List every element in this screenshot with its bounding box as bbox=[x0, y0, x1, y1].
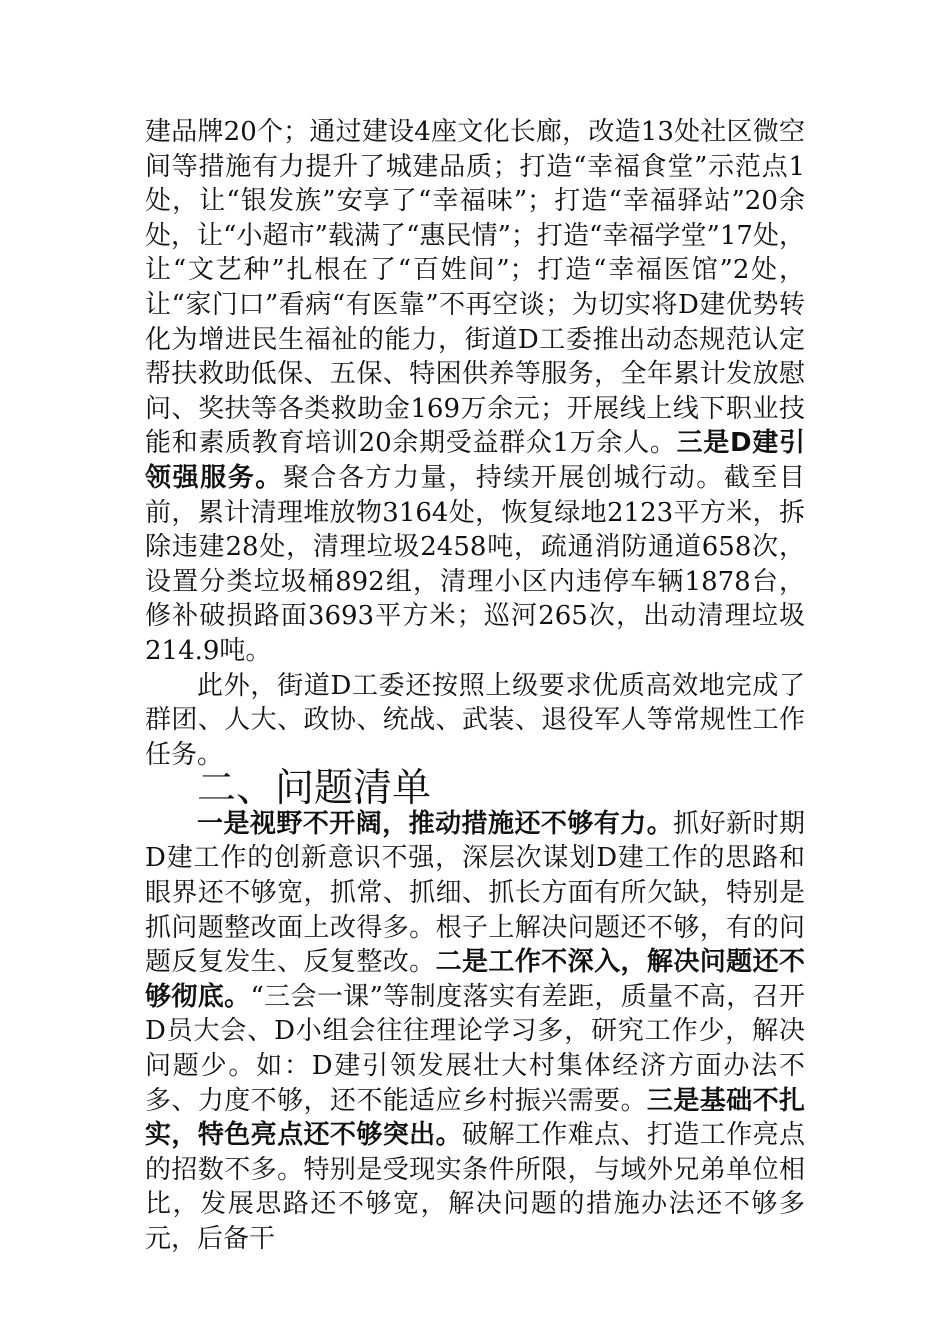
bold-lead-sentence: 三是D建引领强服务。 bbox=[145, 428, 805, 493]
document-body bbox=[145, 115, 805, 1257]
paragraph-text: 建品牌20个；通过建设4座文化长廊，改造13处社区微空间等措施有力提升了城建品质；打造“幸福食堂”示范点1处，让“银发族”安享了“幸福味”；打造“幸福驿站”20余处，让“小超市”载满了“惠民情”；打造“幸福学堂”17处，让“文艺种”扎根在了“百姓间”；打造“幸福医馆”2处，让“家门口”看病“有医靠”不再空谈；为切实将D建优势转化为增进民生福祉的能力，街道D工委推出动态规范认定帮扶救助低保、五保、特困供养等服务，全年累计发放慰问、奖扶等各类救助金169万余元；开展线上线下职业技能和素质教育培训20余期受益群众1万余人。 bbox=[145, 117, 805, 459]
paragraph-text: 此外，街道D工委还按照上级要求优质高效地完成了群团、人大、政协、统战、武装、退役军人等常规性工作任务。 bbox=[145, 670, 805, 770]
paragraph-other-work bbox=[145, 669, 805, 773]
paragraph-text: “三会一课”等制度落实有差距，质量不高，召开D员大会、D小组会往往理论学习多，研究工作少，解决问题少。如：D建引领发展壮大村集体经济方面办法不多、力度不够，还不能适应乡村振兴需要。 bbox=[145, 981, 805, 1116]
paragraph-problems bbox=[145, 807, 805, 1257]
bold-lead-sentence: 三是基础不扎实，特色亮点还不够突出。 bbox=[145, 1085, 805, 1151]
paragraph-achievements bbox=[145, 115, 805, 669]
bold-lead-sentence: 二是工作不深入，解决问题还不够彻底。 bbox=[145, 947, 805, 1012]
paragraph-text: 聚合各方力量，持续开展创城行动。截至目前，累计清理堆放物3164处，恢复绿地2123平方米，拆除违建28处，清理垃圾2458吨，疏通消防通道658次，设置分类垃圾桶892组，清理小区内违停车辆1878台，修补破损路面3693平方米；巡河265次，出动清理垃圾214.9吨。 bbox=[145, 462, 805, 666]
paragraph-text: 抓好新时期D建工作的创新意识不强，深层次谋划D建工作的思路和眼界还不够宽，抓常、抓细、抓长方面有所欠缺，特别是抓问题整改面上改得多。根子上解决问题还不够，有的问题反复发生、反复整改。 bbox=[145, 808, 805, 978]
section-heading: 二、问题清单 bbox=[197, 766, 432, 812]
paragraph-text: 破解工作难点、打造工作亮点的招数不多。特别是受现实条件所限，与域外兄弟单位相比，发展思路还不够宽，解决问题的措施办法还不够多元，后备干 bbox=[145, 1120, 805, 1254]
bold-lead-sentence: 一是视野不开阔，推动措施还不够有力。 bbox=[197, 808, 674, 839]
